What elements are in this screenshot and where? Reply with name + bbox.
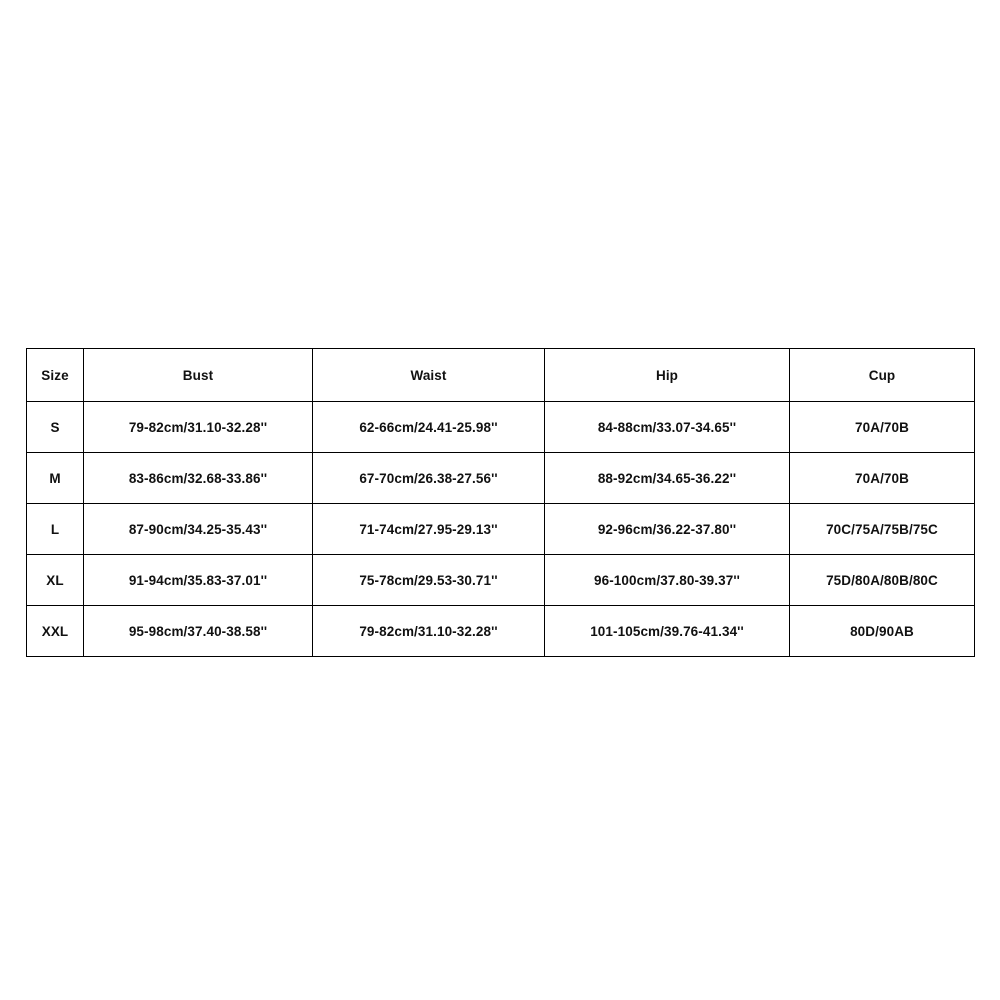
cell-cup: 70C/75A/75B/75C [790,504,975,555]
column-header-cup: Cup [790,349,975,402]
size-chart-table [26,348,975,657]
cell-hip: 92-96cm/36.22-37.80'' [545,504,790,555]
cell-waist: 71-74cm/27.95-29.13'' [313,504,545,555]
cell-cup: 70A/70B [790,402,975,453]
cell-waist: 67-70cm/26.38-27.56'' [313,453,545,504]
cell-bust: 79-82cm/31.10-32.28'' [84,402,313,453]
size-chart-table-container [26,348,974,657]
table-row [27,504,975,555]
cell-hip: 88-92cm/34.65-36.22'' [545,453,790,504]
column-header-waist: Waist [313,349,545,402]
cell-cup: 80D/90AB [790,606,975,657]
cell-waist: 75-78cm/29.53-30.71'' [313,555,545,606]
cell-size: S [27,402,84,453]
cell-bust: 95-98cm/37.40-38.58'' [84,606,313,657]
table-header-row [27,349,975,402]
cell-hip: 96-100cm/37.80-39.37'' [545,555,790,606]
cell-size: M [27,453,84,504]
cell-bust: 91-94cm/35.83-37.01'' [84,555,313,606]
table-row [27,606,975,657]
table-row [27,453,975,504]
table-row [27,402,975,453]
column-header-hip: Hip [545,349,790,402]
cell-cup: 70A/70B [790,453,975,504]
column-header-size: Size [27,349,84,402]
cell-bust: 87-90cm/34.25-35.43'' [84,504,313,555]
column-header-bust: Bust [84,349,313,402]
cell-size: L [27,504,84,555]
table-row [27,555,975,606]
cell-size: XXL [27,606,84,657]
cell-bust: 83-86cm/32.68-33.86'' [84,453,313,504]
cell-waist: 79-82cm/31.10-32.28'' [313,606,545,657]
cell-hip: 84-88cm/33.07-34.65'' [545,402,790,453]
cell-cup: 75D/80A/80B/80C [790,555,975,606]
cell-hip: 101-105cm/39.76-41.34'' [545,606,790,657]
cell-size: XL [27,555,84,606]
cell-waist: 62-66cm/24.41-25.98'' [313,402,545,453]
